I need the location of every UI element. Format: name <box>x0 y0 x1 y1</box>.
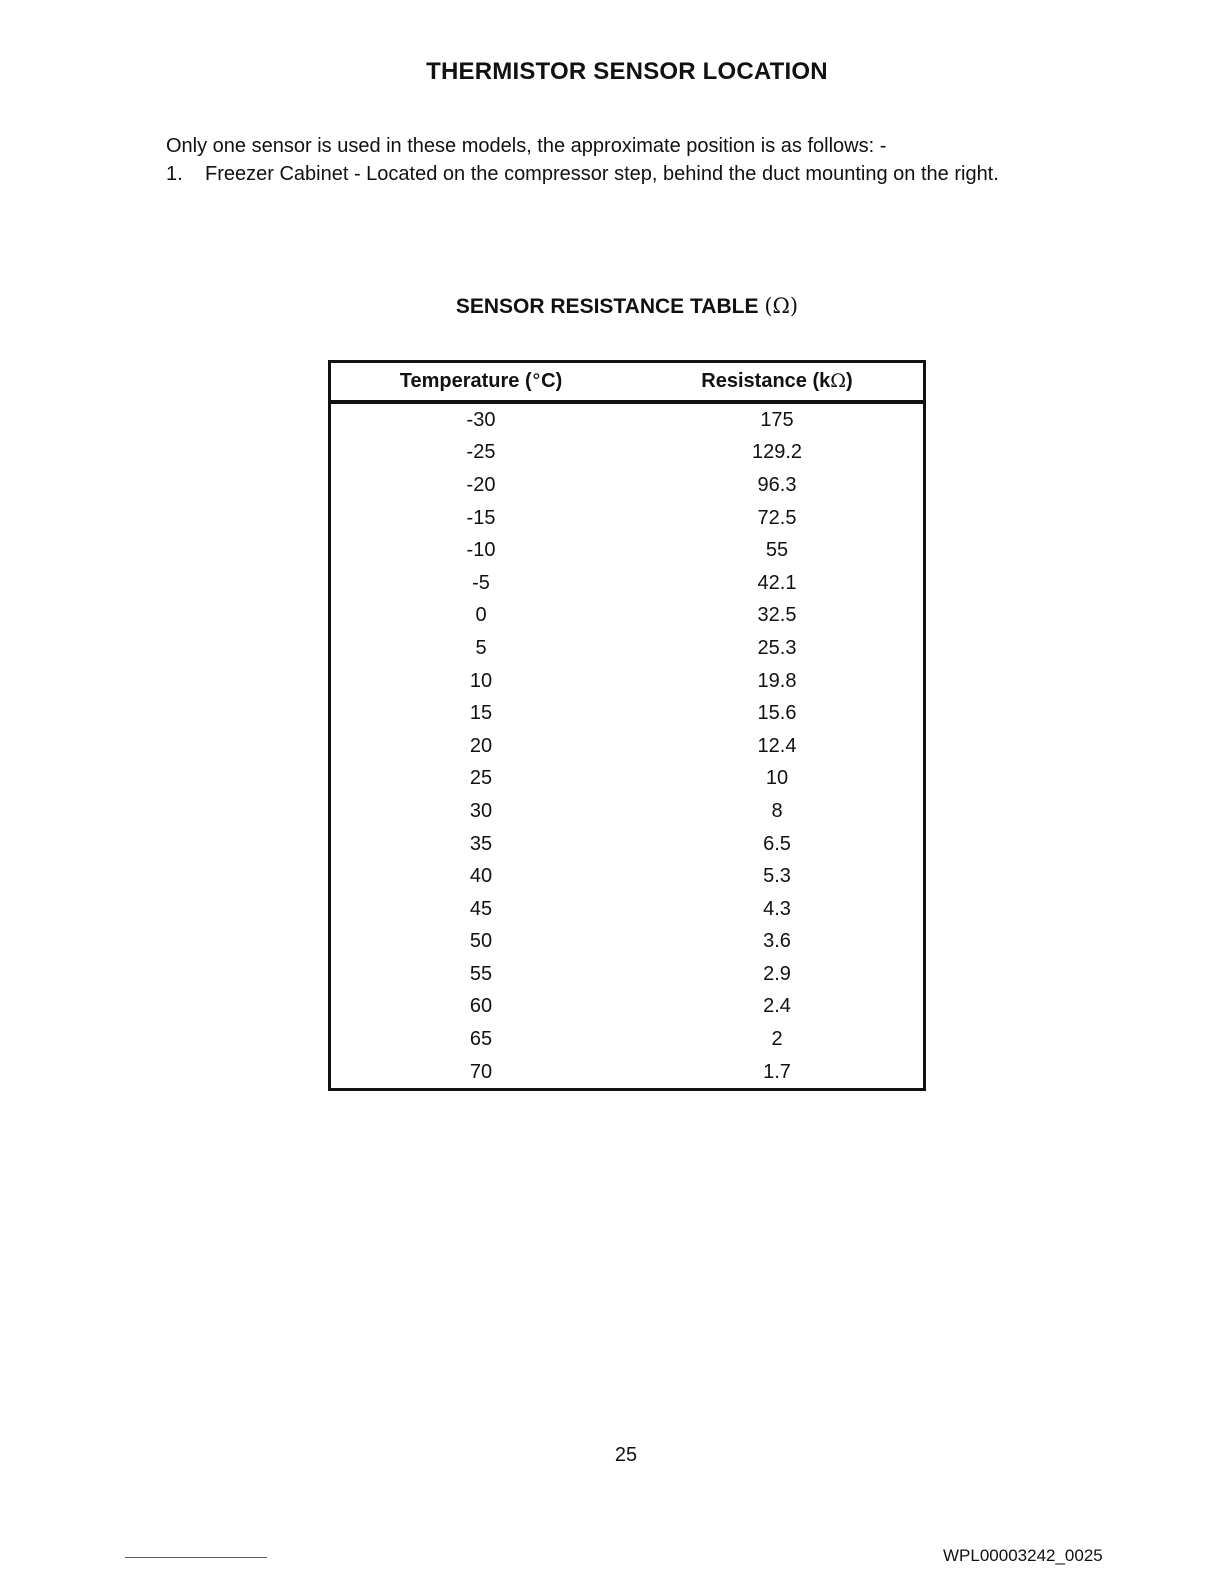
cell-resistance: 129.2 <box>751 441 803 464</box>
cell-resistance: 2.9 <box>763 962 791 985</box>
cell-resistance: 8 <box>771 799 783 822</box>
cell-temperature: -10 <box>466 539 496 562</box>
cell-temperature: -20 <box>466 473 496 496</box>
cell-resistance: 10 <box>765 767 789 790</box>
list-item <box>166 160 999 188</box>
cell-temperature: 65 <box>469 1028 493 1051</box>
table-row <box>331 600 923 633</box>
cell-resistance: 2.4 <box>763 995 791 1018</box>
table-row <box>331 795 923 828</box>
table-title-unit: (Ω) <box>764 294 799 318</box>
header-temperature-label: Temperature ( <box>399 370 532 392</box>
sensor-resistance-table <box>328 360 926 1091</box>
table-row <box>331 404 923 437</box>
cell-resistance: 2 <box>771 1028 783 1051</box>
cell-temperature: 5 <box>475 636 487 659</box>
table-row <box>331 958 923 991</box>
cell-resistance: 175 <box>760 408 794 431</box>
table-body <box>331 404 923 1088</box>
page-number: 25 <box>614 1444 638 1466</box>
cell-temperature: 60 <box>469 995 493 1018</box>
cell-resistance: 6.5 <box>763 832 791 855</box>
table-row <box>331 665 923 698</box>
table-row <box>331 991 923 1024</box>
cell-temperature: 50 <box>469 930 493 953</box>
cell-temperature: 35 <box>469 832 493 855</box>
cell-resistance: 32.5 <box>757 604 797 627</box>
table-row <box>331 1023 923 1056</box>
cell-resistance: 72.5 <box>757 506 797 529</box>
table-row <box>331 828 923 861</box>
cell-resistance: 4.3 <box>763 897 791 920</box>
table-row <box>331 860 923 893</box>
intro-paragraph: Only one sensor is used in these models, the approximate position is as follows: - <box>166 135 887 157</box>
list-item-number: 1. <box>166 163 183 185</box>
table-header <box>331 363 923 404</box>
cell-resistance: 5.3 <box>763 865 791 888</box>
cell-temperature: 70 <box>469 1060 493 1083</box>
footer-link-underline <box>125 1557 267 1558</box>
cell-temperature: 55 <box>469 962 493 985</box>
table-row <box>331 697 923 730</box>
cell-temperature: -30 <box>466 408 496 431</box>
header-resistance-label: Resistance (k <box>701 370 831 392</box>
table-row <box>331 1056 923 1089</box>
cell-temperature: 30 <box>469 799 493 822</box>
cell-resistance: 1.7 <box>763 1060 791 1083</box>
header-temperature <box>331 370 631 393</box>
header-resistance <box>631 370 923 393</box>
cell-temperature: 0 <box>475 604 487 627</box>
table-row <box>331 632 923 665</box>
cell-resistance: 12.4 <box>757 734 797 757</box>
cell-resistance: 19.8 <box>757 669 797 692</box>
cell-temperature: -25 <box>466 441 496 464</box>
table-row <box>331 730 923 763</box>
cell-temperature: 15 <box>469 702 493 725</box>
header-resistance-tail: ) <box>846 370 853 392</box>
cell-resistance: 3.6 <box>763 930 791 953</box>
header-temperature-tail: C) <box>541 370 563 392</box>
table-row <box>331 469 923 502</box>
table-row <box>331 567 923 600</box>
table-row <box>331 437 923 470</box>
cell-resistance: 55 <box>765 539 789 562</box>
table-title <box>0 294 1224 319</box>
table-row <box>331 534 923 567</box>
table-row <box>331 763 923 796</box>
cell-temperature: 10 <box>469 669 493 692</box>
cell-temperature: 25 <box>469 767 493 790</box>
cell-temperature: -5 <box>472 571 490 594</box>
cell-temperature: 45 <box>469 897 493 920</box>
table-row <box>331 893 923 926</box>
cell-temperature: -15 <box>466 506 496 529</box>
cell-temperature: 40 <box>469 865 493 888</box>
table-row <box>331 502 923 535</box>
cell-resistance: 96.3 <box>757 473 797 496</box>
table-row <box>331 926 923 959</box>
table-title-text: SENSOR RESISTANCE TABLE <box>455 295 759 318</box>
document-id: WPL00003242_0025 <box>943 1546 1103 1565</box>
cell-resistance: 25.3 <box>757 636 797 659</box>
list-item-text: Freezer Cabinet - Located on the compressor step, behind the duct mounting on the right. <box>205 163 999 185</box>
ohm-symbol: Ω <box>830 370 847 392</box>
cell-temperature: 20 <box>469 734 493 757</box>
cell-resistance: 42.1 <box>757 571 797 594</box>
cell-resistance: 15.6 <box>757 702 797 725</box>
degree-symbol: ° <box>531 370 542 392</box>
page-title: THERMISTOR SENSOR LOCATION <box>426 58 828 85</box>
